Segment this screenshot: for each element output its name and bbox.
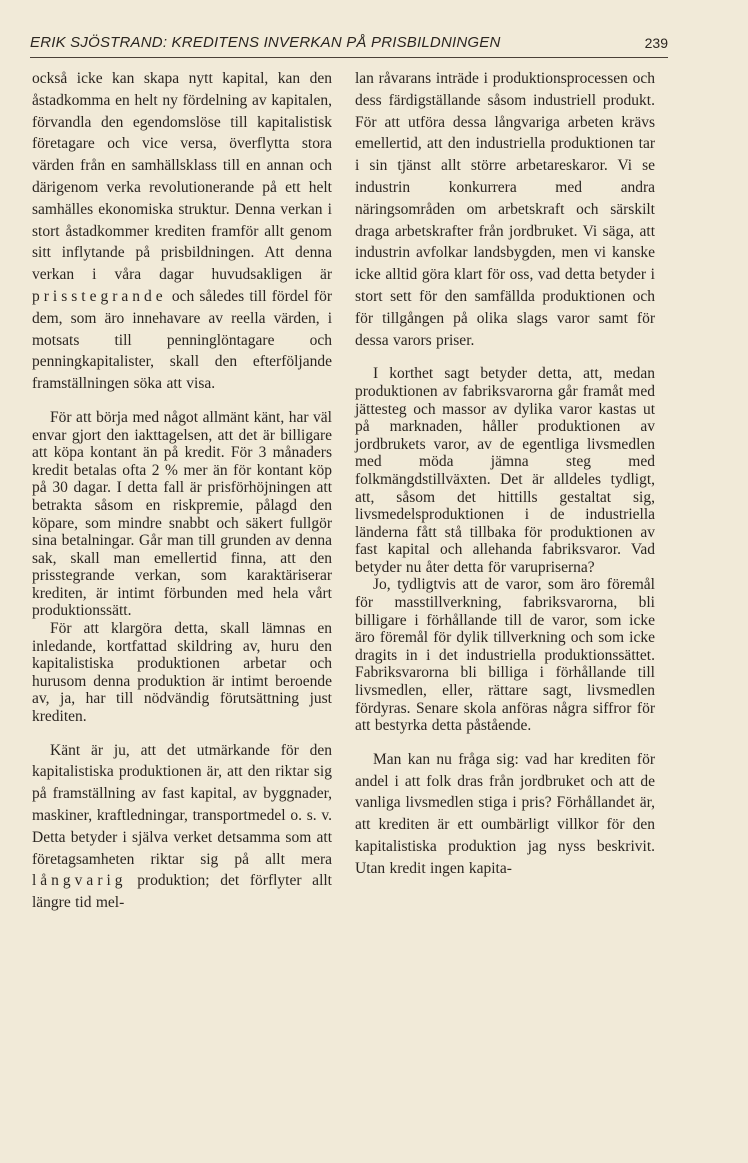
paragraph: I korthet sagt betyder detta, att, medan produktionen av fabriksvarorna går framåt med jättesteg och massor av dylika varor kastas ut på marknaden, håller produktionen av jordbrukets varor, av de egentliga livsmedlen med möda jämna steg med folkmängdstillväxten. Det är alldeles tydligt, att, såsom det hittills gestaltat sig, livsmedelsproduktionen i de industriella länderna fått stå tillbaka för produktionen av fast kapital och allehanda fabriksvaror. Vad betyder nu åter detta för varupriserna?	[355, 365, 655, 576]
paragraph: För att klargöra detta, skall lämnas en inledande, kortfattad skildring av, huru den kapitalistiska produktionen arbetar och hurusom denna produktion är intimt beroende av, ja, har till nödvändig förutsättning just krediten.	[32, 620, 332, 726]
paragraph: Jo, tydligtvis att de varor, som äro föremål för masstillverkning, fabriksvarorna, bli billigare i förhållande till de varor, som icke äro föremål för dylik tillverkning och som icke dragits in i det industriella produktionssättet. Fabriksvarorna bli billiga i förhållande till livsmedlen, eller, rättare sagt, livsmedlen fördyras. Senare skola anföras några siffror för att bestyrka detta påstående.	[355, 576, 655, 735]
running-title: ERIK SJÖSTRAND: KREDITENS INVERKAN PÅ PRISBILDNINGEN	[30, 34, 501, 51]
paragraph: lan råvarans inträde i produktionsprocessen och dess färdigställande såsom industriell produkt. För att utföra dessa långvariga arbeten krävs emellertid, att den industriella produktionen tar i sin tjänst allt större arbetareskaror. Vi se industrin konkurrera med andra näringsområden om arbetskraft och särskilt draga arbetskrafter från jordbruket. Vi säga, att industrin avfolkar landsbygden, men vi kanske icke alltid göra klart för oss, vad detta betyder i stort sett för den samfällda produktionen och för tillgången på olika slags varor samt för dessa varors priser.	[355, 70, 655, 349]
page-number: 239	[644, 35, 668, 51]
paragraph-text: också icke kan skapa nytt kapital, kan den åstadkomma en helt ny fördelning av kapitalen, förvandla den egendomslöse till kapitalistisk företagare och vice versa, överflytta stora värden från en samhällsklass till en annan och därigenom verka revolutionerande på ett helt samhälles ekonomiska struktur. Denna verkan i stort åstadkommer krediten framför allt genom sitt inflytande på prisbildningen. Att denna verkan i våra dagar huvudsakligen är	[32, 70, 332, 284]
paragraph: Man kan nu fråga sig: vad har krediten för andel i att folk dras från jordbruket och att de vanliga livsmedlen stiga i pris? Förhållandet är, att krediten är ett oumbärligt villkor för den kapitalistiska produktion jag nyss beskrivit. Utan kredit ingen kapita-	[355, 750, 655, 877]
paragraph-text: Känt är ju, att det utmärkande för den kapitalistiska produktionen är, att den riktar sig på framställning av fast kapital, av byggnader, maskiner, kraftledningar, transportmedel o. s. v. Detta betyder i själva verket detsamma som att företagsamheten riktar sig på allt mera	[32, 741, 332, 868]
paragraph-text: och således till fördel för dem, som äro innehavare av reella värden, i motsats till penninglöntagare och penningkapitalister, skall den efterföljande framställningen söka att visa.	[32, 287, 332, 393]
paragraph	[32, 740, 332, 914]
left-column	[32, 68, 332, 1153]
emphasized-word: prisstegrande	[32, 287, 167, 305]
paragraph: För att börja med något allmänt känt, har väl envar gjort den iakttagelsen, att det är billigare att köpa kontant än på kredit. För 3 månaders kredit betalas ofta 2 % mer än för kontant köp på 30 dagar. I detta fall är prisförhöjningen att betrakta såsom en riskpremie, pålagd den köpare, som mindre snabbt och säkert fullgör sina betalningar. Går man till grunden av denna sak, skall man emellertid finna, att den prisstegrande verkan, som karaktäriserar krediten, är intimt förbunden med hela vårt produktionssätt.	[32, 408, 332, 620]
page-header	[30, 33, 668, 58]
paragraph	[32, 68, 332, 395]
paragraph-text: produktion; det förflyter allt längre tid mel-	[32, 872, 332, 912]
right-column	[355, 68, 655, 1153]
emphasized-word: långvarig	[32, 872, 127, 890]
